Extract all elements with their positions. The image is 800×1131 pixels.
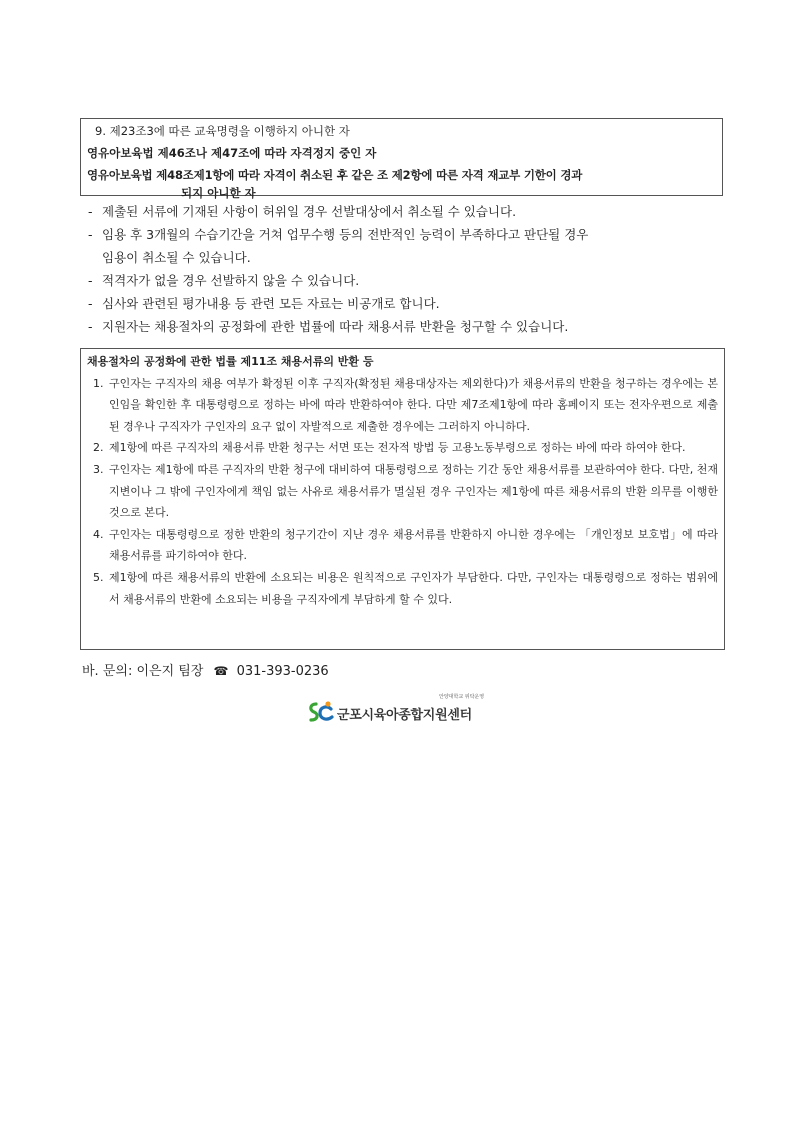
law-item [87,373,718,438]
law-box [80,348,725,650]
disqualification-line-9: 9. 제23조3에 따른 교육명령을 이행하지 아니한 자 [95,124,350,138]
notice-list [88,200,718,338]
notice-dash: - [88,319,93,334]
notice-item [88,200,718,223]
law-item-number: 2. [93,441,104,455]
notice-dash: - [88,296,93,311]
notice-item [88,315,718,338]
contact-phone: 031-393-0236 [236,664,329,679]
disqualification-line-suspended: 영유아보육법 제46조나 제47조에 따라 자격정지 중인 자 [87,146,377,160]
notice-text: 심사와 관련된 평가내용 등 관련 모든 자료는 비공개로 합니다. [102,296,440,311]
logo-name: 군포시육아종합지원센터 [337,708,472,723]
law-item-number: 3. [93,462,104,476]
logo-subtitle: 안양대학교 위탁운영 [439,694,485,700]
law-item [87,459,718,524]
law-item-text: 제1항에 따른 구직자의 채용서류 반환 청구는 서면 또는 전자적 방법 등 고용노동부령으로 정하는 바에 따라 하여야 한다. [109,441,686,455]
disqualification-box [80,118,723,200]
law-item [87,437,718,459]
notice-text: 임용 후 3개월의 수습기간을 거쳐 업무수행 등의 전반적인 능력이 부족하다고 판단될 경우 [102,227,589,242]
notice-item [88,223,718,246]
notice-item [88,292,718,315]
notice-dash: - [88,273,93,288]
law-item-text: 구인자는 대통령령으로 정한 반환의 청구기간이 지난 경우 채용서류를 반환하지 아니한 경우에는 「개인정보 보호법」에 따라 채용서류를 파기하여야 한다. [109,527,718,563]
law-item-text: 구인자는 제1항에 따른 구직자의 반환 청구에 대비하여 대통령령으로 정하는 기간 동안 채용서류를 보관하여야 한다. 다만, 천재지변이나 그 밖에 구인자에게 책임 없는 사유로 채용서류가 멸실된 경우 구인자는 제1항에 따른 채용서류의 반환 의무를 이행한 것으로 본다. [109,462,718,520]
notice-item [88,269,718,292]
contact-label: 바. 문의: 이은지 팀장 [82,664,204,679]
logo-mark-icon [307,700,335,724]
law-item-number: 1. [93,376,104,390]
notice-text: 제출된 서류에 기재된 사항이 허위일 경우 선발대상에서 취소될 수 있습니다. [102,204,517,219]
notice-text: 지원자는 채용절차의 공정화에 관한 법률에 따라 채용서류 반환을 청구할 수 있습니다. [102,319,569,334]
law-item-number: 5. [93,570,104,584]
center-logo [307,690,497,730]
law-item-text: 구인자는 구직자의 채용 여부가 확정된 이후 구직자(확정된 채용대상자는 제외한다)가 채용서류의 반환을 청구하는 경우에는 본인임을 확인한 후 대통령령으로 정하는 바에 따라 반환하여야 한다. 다만 제7조제1항에 따라 홈페이지 또는 전자우편으로 제출된 경우나 구직자가 구인자의 요구 없이 자발적으로 제출한 경우에는 그러하지 아니하다. [109,376,718,433]
contact-line [82,660,329,679]
notice-dash: - [88,227,93,242]
disqualification-line-revoked: 영유아보육법 제48조제1항에 따라 자격이 취소된 후 같은 조 제2항에 따른 자격 재교부 기한이 경과 [87,168,583,182]
law-title: 채용절차의 공정화에 관한 법률 제11조 채용서류의 반환 등 [87,355,374,368]
notice-text-cont: 임용이 취소될 수 있습니다. [102,250,251,265]
law-item [87,524,718,567]
law-item-text: 제1항에 따른 채용서류의 반환에 소요되는 비용은 원칙적으로 구인자가 부담한다. 다만, 구인자는 대통령령으로 정하는 범위에서 채용서류의 반환에 소요되는 비용을 구직자에게 부담하게 할 수 있다. [109,570,718,606]
law-item-number: 4. [93,527,104,541]
phone-icon: ☎ [213,664,229,678]
law-item [87,567,718,610]
notice-text: 적격자가 없을 경우 선발하지 않을 수 있습니다. [102,273,360,288]
notice-dash: - [88,204,93,219]
disqualification-line-revoked-cont: 되지 아니한 자 [181,186,256,200]
